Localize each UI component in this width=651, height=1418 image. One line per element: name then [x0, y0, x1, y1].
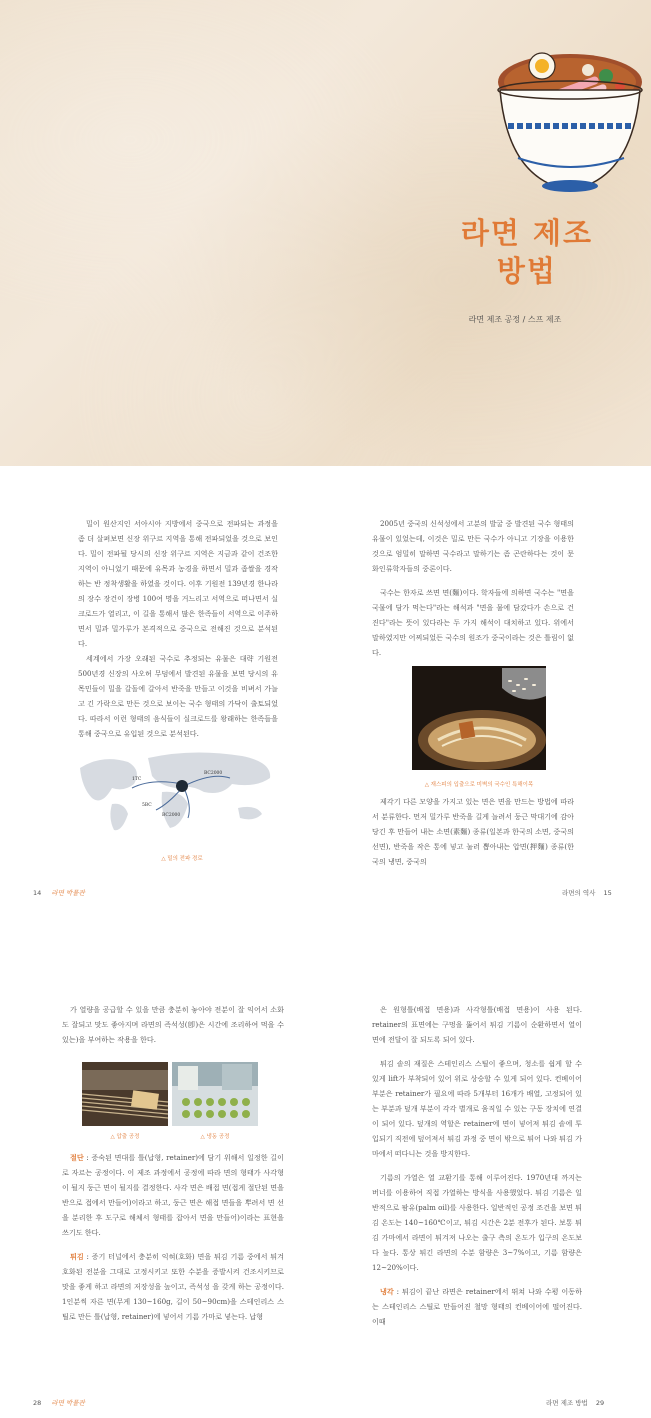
- cover-title: [461, 214, 593, 290]
- page-number: 14: [33, 889, 42, 897]
- page-number: 15: [603, 889, 612, 897]
- world-map: [72, 748, 282, 838]
- cover-page: [0, 0, 651, 466]
- page15-paragraph: 국수는 한자로 쓰면 면(麵)이다. 학자들에 의하면 국수는 "면을 국물에 담가 먹는다"라는 해석과 "면을 물에 담갔다가 손으로 건진다"라는 뜻이 있다라는 두 가지 해석이 대치하고 있다. 위에서 말하였지만 어찌되었든 국수의 원조가 중국이라는 것은 틀림이 없다.: [372, 588, 574, 657]
- process-photo-left: [82, 1062, 168, 1126]
- page29-footer: [546, 1398, 604, 1407]
- cover-subtitle: 라면 제조 공정 / 스프 제조: [468, 315, 562, 324]
- page28-body: [62, 1150, 284, 1324]
- map-label: 5BC: [142, 803, 152, 808]
- brand-logo: 라면 박물관: [51, 889, 85, 897]
- cool-text: : 튀김이 끝난 라면은 retainer에서 뛰쳐 나와 수평 이동하는 스테인리스 스틸로 만들어진 철망 형태의 컨베이어에 떨어진다. 이때: [372, 1287, 582, 1326]
- section-label: 라면 제조 방법: [546, 1399, 588, 1407]
- page29-paragraph: 기름의 가열은 열 교환기를 통해 이루어진다. 1970년대 까지는 버너를 이용하여 직접 가열하는 방식을 사용했었다. 튀김 기름은 일반적으로 팜유(palm oil)를 사용한다. 일반적인 공정 조건을 보면 튀김 온도는 140~160℃이고, 튀김 시간은 2분 전후가 된다. 보통 튀김 가마에서 라면이 튀겨져 나오는 출구 측의 온도가 입구의 온도보다 높다. 통상 튀긴 라면의 수분 함량은 3~7%이고, 기름 함량은 12~20%이다.: [372, 1173, 583, 1272]
- cool-label: 냉각: [380, 1287, 394, 1296]
- section-label: 라면의 역사: [562, 889, 596, 897]
- spread-pages-14-15: [0, 466, 651, 906]
- fry-label: 튀김: [70, 1252, 84, 1261]
- page14-paragraph: 밀이 원산지인 서아시아 지방에서 중국으로 전파되는 과정을 좀 더 살펴보면 신장 위구르 지역을 통해 전파되었을 것으로 보인다. 밀이 전파될 당시의 신장 위구르 지역은 지금과 같이 건조한 지역이 아니었기 때문에 유목과 농경을 하면서 밀과 좁쌀을 경작하는 반 정착생활을 하였을 것이다. 이후 기원전 139년경 한나라의 장수 장건이 장병 100여 명을 거느리고 서역으로 떠나면서 실크로드가 열리고, 이 길을 통해서 많은 한족들이 서역으로 이주하면서 밀과 밀가루가 본격적으로 중국으로 전해진 것으로 분석된다.: [78, 519, 278, 648]
- page-number: 28: [33, 1399, 42, 1407]
- page15-text-top: [372, 516, 574, 660]
- photo-caption-right: △ 냉동 공정: [200, 1134, 230, 1140]
- page-number: 29: [595, 1399, 605, 1407]
- ramen-bowl-illustration: [478, 30, 648, 202]
- cut-text: : 증숙된 면대를 틀(납형, retainer)에 담기 위해서 일정한 길이로 자르는 공정이다. 이 제조 과정에서 공정에 따라 면의 형태가 사각형이 될지 둥근 면이 될지를 결정한다. 사각 면은 배접 면(접게 절단된 면을 반으로 접에서 만들어)이라고 하고, 둥근 면은 해접 면들을 뿌려서 면 선을 분리한 후 도구로 해체서 형태를 잡아서 면을 만들어)이라는 표현을 쓰기도 한다.: [62, 1153, 284, 1237]
- page28-paragraph: 가 열량을 공급할 수 있을 만큼 충분히 놓아야 전분이 잘 익어서 소화도 잘되고 맛도 좋아지며 라면의 즉석성(卽)은 시간에 조리하여 먹을 수 있는)을 부여하는 작용을 한다.: [62, 1005, 284, 1044]
- page29-paragraph: 은 원형틀(배접 면용)과 사각형틀(배접 면용)이 사용 된다. retainer의 표면에는 구멍을 뚫어서 튀김 기름이 순환하면서 열이 면에 전달이 잘 되도록 되어 있다.: [372, 1005, 582, 1044]
- page29-body: [372, 1002, 582, 1329]
- page29-paragraph: 튀김 솥의 재질은 스테인리스 스틸이 좋으며, 청소를 쉽게 할 수 있게 lift가 부착되어 있어 위로 상승할 수 있게 되어 있다. 컨베이어 부분은 retainer가 필요에 따라 5개부터 16개가 배열, 고정되어 있는 부분과 덮개 부분이 각각 별개로 움직일 수 있는 구동 장치에 연결이 되어 있다. 덮개의 역할은 retainer에 면이 넣어져 튀김 솥에 투입되기 직전에 덮어져서 튀김 과정 중 면이 밖으로 튀어 나와 튀김 가마에서 떠다니는 것을 방지한다.: [372, 1059, 582, 1158]
- fry-text: : 증기 터널에서 충분히 익혀(호화) 면을 튀김 기름 중에서 튀겨 호화된 전분을 그대로 고정시키고 또한 수분을 증발시켜 건조시키므로 맛을 좋게 하고 라면의 저장성을 높이고, 즉석성 을 갖게 하는 공정이다. 1인분씩 자른 면(무게 130~160g, 길이 50~90cm)을 스테인리스 스틸로 만든 틀(납형, retainer)에 넣어서 기름 가마로 넣는다. 납형: [62, 1252, 284, 1321]
- photo-caption: △ 재스피의 입출으로 미벽의 국수인 특해이목: [424, 782, 534, 788]
- page14-text: [78, 516, 278, 741]
- page15-paragraph: 2005년 중국의 신석성에서 고분의 발굴 중 발견된 국수 형태의 유물이 있었는데, 이것은 밀로 만든 국수가 아니고 기장을 이용한 것으로 엄밀히 말하면 국수라고 말하기는 좀 곤란하다는 것이 문화인류학자들의 중론이다.: [372, 519, 574, 573]
- cover-title-line2: 방법: [496, 254, 557, 288]
- page15-footer: [562, 888, 612, 897]
- page28-intro: [62, 1002, 284, 1047]
- brand-logo: 라면 박물관: [51, 1399, 85, 1407]
- page15-paragraph: 제각기 다른 모양을 가지고 있는 면은 면을 만드는 방법에 따라서 분류한다. 먼저 밀가루 반죽을 길게 늘려서 둥근 막대기에 감아 당긴 후 만들어 내는 소면(素麵) 종류(일본과 한국의 소면, 중국의 선면), 반죽을 작은 통에 넣고 눌러 뽑아내는 압면(押麵) 종류(한국의 냉면, 중국의: [372, 797, 574, 866]
- page28-footer: [33, 1398, 85, 1407]
- origin-marker: [176, 780, 188, 792]
- process-photo-right: [172, 1062, 258, 1126]
- page15-text-bottom: [372, 794, 574, 869]
- map-caption: △ 밀의 전파 경로: [161, 856, 203, 862]
- spread-pages-28-29: [0, 996, 651, 1418]
- photo-caption-left: △ 압출 공정: [110, 1134, 140, 1140]
- map-label: BC2000: [204, 771, 223, 776]
- map-label: 1TC: [132, 777, 142, 782]
- page14-paragraph: 세계에서 가장 오래된 국수로 추정되는 유물은 대략 기원전 500년경 신장의 사오허 무덤에서 발견된 유물을 보면 당시의 유목민들이 밀을 갈돌에 갈아서 반죽을 만들고 이것을 비벼서 가늘고 긴 가락으로 만든 것으로 보이는 국수 형태의 가닥이 출토되었다. 따라서 이런 형태의 음식들이 실크로드를 왕래하는 한족들을 통해 중국으로 유입된 것으로 분석된다.: [78, 654, 278, 738]
- cut-label: 절단: [70, 1153, 84, 1162]
- map-label: BC2000: [162, 813, 181, 818]
- page14-footer: [33, 888, 85, 897]
- noodle-photo: [412, 666, 546, 770]
- cover-title-line1: 라면 제조: [460, 216, 593, 250]
